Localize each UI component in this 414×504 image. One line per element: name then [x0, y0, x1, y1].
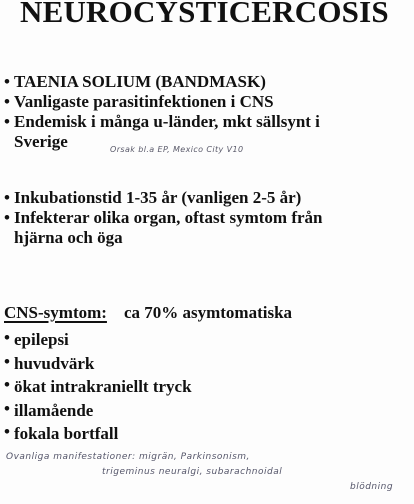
- list-item: [4, 208, 410, 228]
- list-item: [4, 328, 410, 352]
- bullet-icon: •: [4, 398, 10, 418]
- list-item: [4, 422, 410, 446]
- bullet-text: Endemisk i många u-länder, mkt sällsynt i: [14, 112, 320, 131]
- intro-bullet-list: [4, 72, 410, 152]
- bullet-text: TAENIA SOLIUM (BANDMASK): [14, 72, 266, 91]
- bullet-icon: •: [4, 351, 10, 371]
- bullet-icon: •: [4, 208, 10, 227]
- bullet-text: ökat intrakraniellt tryck: [14, 377, 192, 396]
- bullet-text: huvudvärk: [14, 353, 95, 373]
- list-item: [4, 188, 410, 208]
- bullet-icon: •: [4, 328, 10, 347]
- bullet-icon: •: [4, 422, 10, 441]
- bullet-text: Infekterar olika organ, oftast symtom från: [14, 208, 323, 227]
- list-item: [4, 112, 410, 132]
- list-item: [4, 72, 410, 92]
- bullet-text: illamående: [14, 400, 94, 420]
- bullet-text: fokala bortfall: [14, 424, 119, 443]
- handwritten-line: blödning: [350, 482, 394, 492]
- bullet-text: epilepsi: [14, 330, 69, 349]
- bullet-icon: •: [4, 92, 10, 111]
- bullet-icon: •: [4, 72, 10, 91]
- list-item: [4, 399, 410, 423]
- middle-bullet-list: [4, 188, 410, 248]
- bullet-continuation: Sverige: [14, 132, 68, 151]
- bullet-text: Inkubationstid 1-35 år (vanligen 2-5 år): [14, 188, 302, 207]
- section-heading: [4, 303, 292, 323]
- handwritten-line: trigeminus neuralgi, subarachnoidal: [102, 467, 283, 477]
- list-item: [4, 352, 410, 376]
- handwritten-note: Orsak bl.a EP, Mexico City V10: [110, 145, 244, 154]
- list-item: [4, 92, 410, 112]
- bullet-icon: •: [4, 375, 10, 394]
- cns-symptom-list: [4, 328, 410, 446]
- bullet-continuation: hjärna och öga: [14, 228, 123, 247]
- bullet-icon: •: [4, 188, 10, 207]
- bullet-text: Vanligaste parasitinfektionen i CNS: [14, 92, 274, 111]
- section-heading-label: CNS-symtom:: [4, 303, 107, 322]
- handwritten-line: Ovanliga manifestationer: migrän, Parkinsonism,: [6, 452, 250, 462]
- page-title: NEUROCYSTICERCOSIS: [20, 0, 389, 29]
- section-heading-suffix: ca 70% asymtomatiska: [123, 303, 293, 322]
- list-item: [4, 375, 410, 399]
- bullet-icon: •: [4, 112, 10, 131]
- handwritten-annotation: [6, 452, 412, 502]
